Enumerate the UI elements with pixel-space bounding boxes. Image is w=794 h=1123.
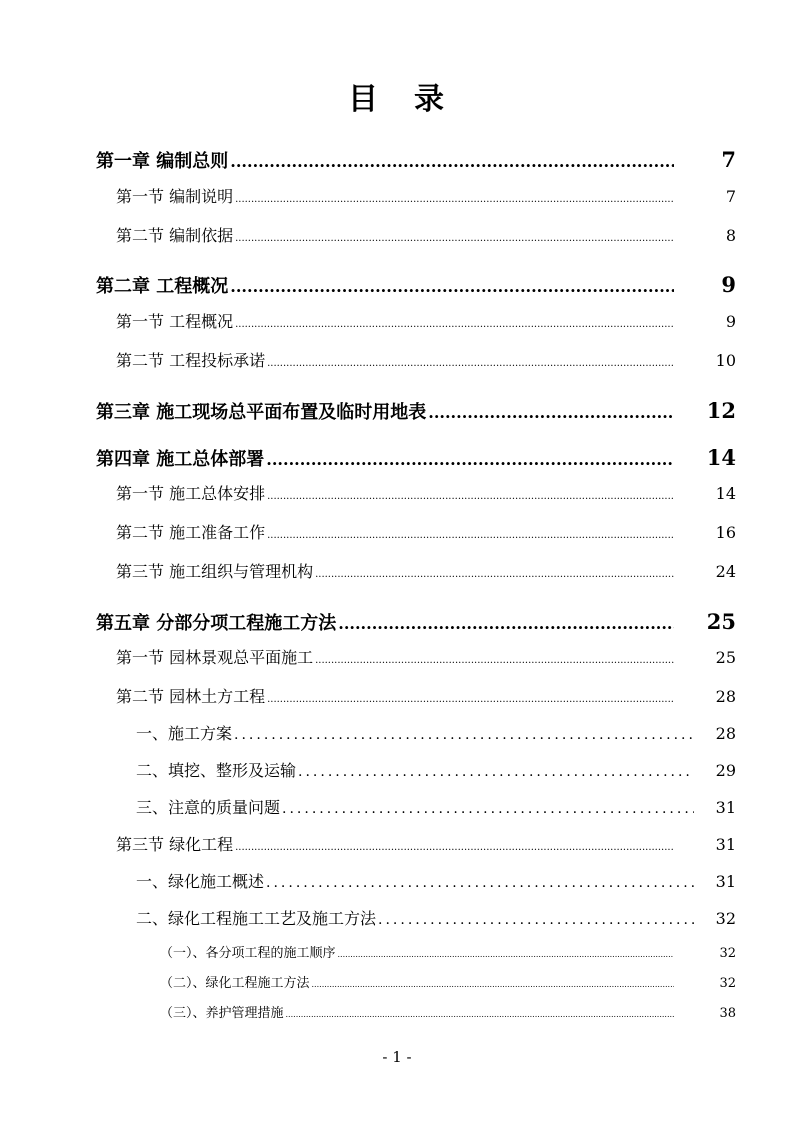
toc-entry-sub[interactable] bbox=[136, 906, 736, 929]
toc-entry-title: （一）、各分项工程的施工顺序 bbox=[160, 946, 336, 961]
toc-entry-section[interactable] bbox=[116, 520, 736, 543]
dot-leader bbox=[267, 694, 674, 705]
dot-leader bbox=[338, 614, 674, 633]
toc-entry-chapter[interactable] bbox=[96, 398, 736, 424]
toc-entry-subsub[interactable] bbox=[160, 1002, 736, 1021]
toc-entry-title: 二、填挖、整形及运输 bbox=[136, 761, 297, 780]
toc-entry-title: 第二节 工程投标承诺 bbox=[116, 351, 266, 370]
toc-entry-sub[interactable] bbox=[136, 795, 736, 818]
toc-entry-chapter[interactable] bbox=[96, 445, 736, 471]
toc-entry-chapter[interactable] bbox=[96, 272, 736, 298]
toc-entry-section[interactable] bbox=[116, 348, 736, 371]
toc-entry-title: 第一节 工程概况 bbox=[116, 312, 234, 331]
dot-leader bbox=[267, 491, 674, 502]
toc-entry-page: 32 bbox=[719, 946, 736, 961]
toc-entry-title: 第一节 园林景观总平面施工 bbox=[116, 648, 314, 667]
toc-entry-page: 31 bbox=[715, 835, 736, 854]
dot-leader bbox=[315, 569, 674, 580]
toc-entry-sub[interactable] bbox=[136, 869, 736, 892]
toc-entry-page: 25 bbox=[706, 609, 736, 634]
toc-entry-title: 第三节 施工组织与管理机构 bbox=[116, 562, 314, 581]
toc-entry-subsub[interactable] bbox=[160, 972, 736, 991]
toc-entry-section[interactable] bbox=[116, 832, 736, 855]
toc-entry-section[interactable] bbox=[116, 481, 736, 504]
toc-entry-page: 9 bbox=[721, 272, 736, 297]
dot-leader bbox=[428, 403, 674, 422]
toc-entry-title: 三、注意的质量问题 bbox=[136, 798, 281, 817]
toc-entry-section[interactable] bbox=[116, 184, 736, 207]
toc-entry-page: 28 bbox=[715, 724, 736, 743]
toc-entry-sub[interactable] bbox=[136, 721, 736, 744]
dot-leader bbox=[235, 842, 674, 853]
toc-entry-title: 第一节 施工总体安排 bbox=[116, 484, 266, 503]
toc-entry-page: 7 bbox=[725, 187, 736, 206]
toc-entry-page: 14 bbox=[706, 445, 736, 470]
dot-leader bbox=[267, 530, 674, 541]
dot-leader bbox=[235, 233, 674, 244]
toc-entry-title: 一、绿化施工概述 bbox=[136, 872, 265, 891]
dot-leader bbox=[235, 194, 674, 205]
toc-entry-page: 32 bbox=[715, 909, 736, 928]
toc-entry-page: 7 bbox=[721, 147, 736, 172]
toc-entry-title: 第二节 施工准备工作 bbox=[116, 523, 266, 542]
toc-entry-page: 32 bbox=[719, 976, 736, 991]
title-char-1: 目 bbox=[348, 82, 380, 117]
toc-entry-page: 25 bbox=[715, 648, 736, 667]
toc-entry-title: 第一节 编制说明 bbox=[116, 187, 234, 206]
toc-entry-page: 12 bbox=[706, 398, 736, 423]
toc-entry-title: （二）、绿化工程施工方法 bbox=[160, 976, 310, 991]
toc-entry-title: 一、施工方案 bbox=[136, 724, 233, 743]
toc-entry-page: 8 bbox=[725, 226, 736, 245]
dot-leader bbox=[266, 450, 674, 469]
toc-entry-page: 38 bbox=[719, 1006, 736, 1021]
toc-entry-title: 第三节 绿化工程 bbox=[116, 835, 234, 854]
toc-entry-page: 10 bbox=[715, 351, 736, 370]
dot-leader bbox=[234, 727, 694, 743]
toc-entry-section[interactable] bbox=[116, 645, 736, 668]
title-char-2: 录 bbox=[414, 82, 446, 117]
dot-leader bbox=[266, 875, 694, 891]
toc-entry-title: 第二章 工程概况 bbox=[96, 276, 229, 297]
toc-entry-section[interactable] bbox=[116, 223, 736, 246]
dot-leader bbox=[298, 764, 694, 780]
toc-entry-page: 31 bbox=[715, 872, 736, 891]
toc-entry-section[interactable] bbox=[116, 559, 736, 582]
toc-entry-page: 24 bbox=[715, 562, 736, 581]
dot-leader bbox=[230, 152, 674, 171]
page-footer-number: - 1 - bbox=[382, 1048, 412, 1066]
dot-leader bbox=[286, 1010, 674, 1019]
toc-entry-section[interactable] bbox=[116, 684, 736, 707]
toc-entry-title: （三）、养护管理措施 bbox=[160, 1006, 284, 1021]
toc-entry-sub[interactable] bbox=[136, 758, 736, 781]
dot-leader bbox=[230, 277, 674, 296]
toc-entry-page: 16 bbox=[715, 523, 736, 542]
toc-entry-page: 31 bbox=[715, 798, 736, 817]
dot-leader bbox=[282, 801, 694, 817]
toc-entry-title: 第二节 园林土方工程 bbox=[116, 687, 266, 706]
toc-entry-subsub[interactable] bbox=[160, 942, 736, 961]
dot-leader bbox=[338, 950, 674, 959]
toc-entry-page: 9 bbox=[725, 312, 736, 331]
dot-leader bbox=[267, 358, 674, 369]
page-title bbox=[0, 74, 794, 118]
toc-entry-chapter[interactable] bbox=[96, 609, 736, 635]
dot-leader bbox=[312, 980, 674, 989]
toc-entry-title: 二、绿化工程施工工艺及施工方法 bbox=[136, 909, 377, 928]
toc-entry-title: 第四章 施工总体部署 bbox=[96, 449, 265, 470]
dot-leader bbox=[315, 655, 674, 666]
toc-entry-title: 第一章 编制总则 bbox=[96, 151, 229, 172]
toc-entry-chapter[interactable] bbox=[96, 147, 736, 173]
toc-entry-section[interactable] bbox=[116, 309, 736, 332]
toc-entry-title: 第二节 编制依据 bbox=[116, 226, 234, 245]
dot-leader bbox=[378, 912, 694, 928]
toc-entry-title: 第五章 分部分项工程施工方法 bbox=[96, 613, 337, 634]
toc-entry-page: 28 bbox=[715, 687, 736, 706]
toc-entry-title: 第三章 施工现场总平面布置及临时用地表 bbox=[96, 402, 427, 423]
toc-entry-page: 14 bbox=[715, 484, 736, 503]
dot-leader bbox=[235, 319, 674, 330]
toc-entry-page: 29 bbox=[715, 761, 736, 780]
